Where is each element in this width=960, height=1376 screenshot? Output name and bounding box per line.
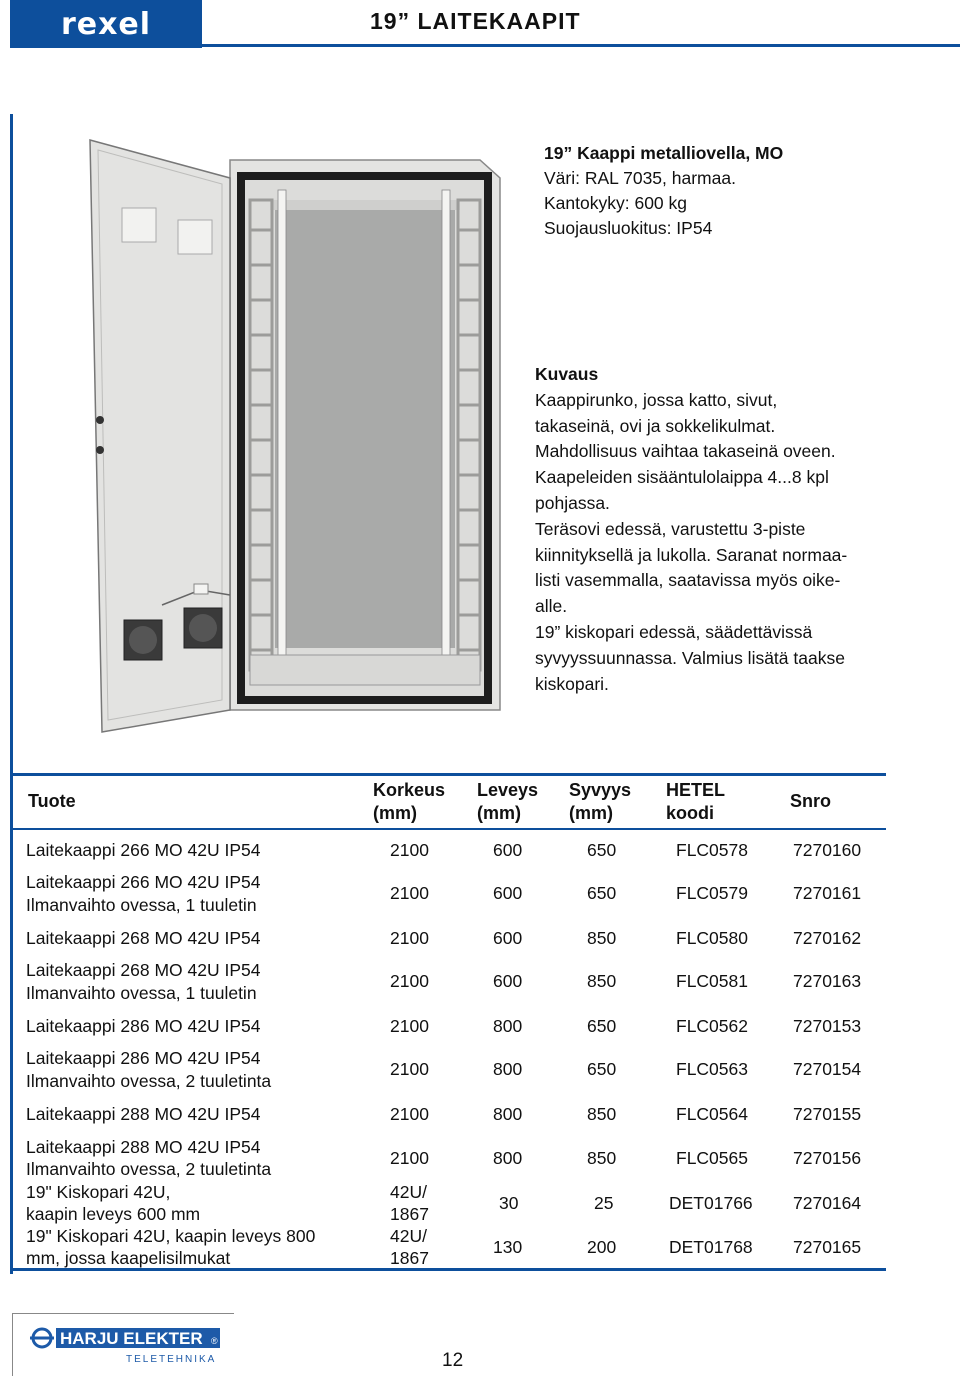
cell-korkeus: 2100 bbox=[390, 1059, 429, 1079]
cell-korkeus: 2100 bbox=[390, 883, 429, 903]
col-header-hetel bbox=[666, 779, 725, 825]
rexel-logo bbox=[10, 0, 202, 48]
product-name: 19” Kaappi metalliovella, MO bbox=[544, 143, 784, 163]
description-line: listi vasemmalla, saatavissa myös oike- bbox=[535, 570, 841, 591]
col-header-korkeus bbox=[373, 779, 445, 825]
cell-snro: 7270156 bbox=[793, 1148, 862, 1168]
cell-leveys: 800 bbox=[493, 1059, 523, 1079]
cell-syvyys: 650 bbox=[587, 840, 617, 860]
cell-hetel: FLC0579 bbox=[676, 883, 748, 903]
product-protection: Suojausluokitus: IP54 bbox=[544, 218, 713, 238]
col-header-syvyys bbox=[569, 779, 631, 825]
cell-tuote-sub: Ilmanvaihto ovessa, 1 tuuletin bbox=[26, 895, 257, 915]
col-header-syvyys-l1: Syvyys bbox=[569, 780, 632, 800]
description-line: Teräsovi edessä, varustettu 3-piste bbox=[535, 518, 806, 539]
cell-leveys: 130 bbox=[493, 1237, 523, 1257]
description-line: 19” kiskopari edessä, säädettävissä bbox=[535, 621, 813, 642]
description-line: Kaapeleiden sisääntulolaippa 4...8 kpl bbox=[535, 467, 829, 488]
cell-syvyys: 850 bbox=[587, 1104, 617, 1124]
cell-syvyys: 650 bbox=[587, 883, 617, 903]
cell-hetel: FLC0562 bbox=[676, 1016, 748, 1036]
cell-korkeus: 42U/ bbox=[390, 1182, 427, 1202]
cell-leveys: 600 bbox=[493, 971, 523, 991]
cell-korkeus: 2100 bbox=[390, 971, 429, 991]
cell-leveys: 800 bbox=[493, 1104, 523, 1124]
cell-korkeus: 42U/ bbox=[390, 1226, 427, 1246]
col-header-syvyys-l2: (mm) bbox=[569, 803, 613, 823]
cell-snro: 7270153 bbox=[793, 1016, 862, 1036]
description-line: alle. bbox=[535, 596, 568, 617]
col-header-leveys-l2: (mm) bbox=[477, 803, 521, 823]
cell-tuote: Laitekaappi 288 MO 42U IP54 bbox=[26, 1137, 261, 1157]
cell-tuote-sub: kaapin leveys 600 mm bbox=[26, 1204, 201, 1224]
cell-tuote: Laitekaappi 268 MO 42U IP54 bbox=[26, 960, 261, 980]
description-line: syvyyssuunnassa. Valmius lisätä taakse bbox=[535, 647, 845, 668]
cell-hetel: FLC0578 bbox=[676, 840, 748, 860]
col-header-korkeus-l1: Korkeus bbox=[373, 780, 446, 800]
cell-snro: 7270160 bbox=[793, 840, 862, 860]
cell-leveys: 600 bbox=[493, 928, 523, 948]
description-heading: Kuvaus bbox=[535, 364, 599, 384]
footer-vertical-rule bbox=[12, 1313, 13, 1376]
cell-syvyys: 650 bbox=[587, 1016, 617, 1036]
cell-korkeus-sub: 1867 bbox=[390, 1204, 429, 1224]
header-divider bbox=[202, 44, 960, 47]
spec-block bbox=[544, 141, 783, 241]
cell-tuote: Laitekaappi 286 MO 42U IP54 bbox=[26, 1016, 261, 1036]
cell-korkeus-sub: 1867 bbox=[390, 1248, 429, 1268]
cell-leveys: 800 bbox=[493, 1016, 523, 1036]
cell-hetel: FLC0565 bbox=[676, 1148, 748, 1168]
table-top-rule bbox=[13, 773, 886, 776]
table-bottom-rule bbox=[13, 1268, 886, 1271]
description-line: kiinnityksellä ja lukolla. Saranat normaa- bbox=[535, 544, 848, 565]
product-color: Väri: RAL 7035, harmaa. bbox=[544, 168, 736, 188]
description-line: Kaappirunko, jossa katto, sivut, bbox=[535, 389, 778, 410]
cell-hetel: FLC0581 bbox=[676, 971, 748, 991]
cell-leveys: 800 bbox=[493, 1148, 523, 1168]
page-number: 12 bbox=[442, 1350, 464, 1371]
cell-tuote-sub: Ilmanvaihto ovessa, 2 tuuletinta bbox=[26, 1071, 272, 1091]
page-title: 19” LAITEKAAPIT bbox=[370, 8, 581, 34]
description-line: kiskopari. bbox=[535, 673, 609, 694]
cell-korkeus: 2100 bbox=[390, 1148, 429, 1168]
cell-snro: 7270161 bbox=[793, 883, 862, 903]
cell-hetel: FLC0563 bbox=[676, 1059, 748, 1079]
description-block bbox=[535, 362, 935, 697]
product-capacity: Kantokyky: 600 kg bbox=[544, 193, 687, 213]
cell-leveys: 600 bbox=[493, 883, 523, 903]
harju-elekter-logo bbox=[30, 1322, 222, 1368]
col-header-snro: Snro bbox=[790, 791, 832, 811]
table-header-rule bbox=[13, 828, 886, 830]
cell-tuote: Laitekaappi 268 MO 42U IP54 bbox=[26, 928, 261, 948]
col-header-tuote: Tuote bbox=[28, 791, 76, 811]
cell-tuote: Laitekaappi 286 MO 42U IP54 bbox=[26, 1048, 261, 1068]
harju-logo-mark bbox=[30, 1329, 54, 1347]
description-line: Mahdollisuus vaihtaa takaseinä oveen. bbox=[535, 441, 836, 462]
cell-syvyys: 850 bbox=[587, 928, 617, 948]
cell-korkeus: 2100 bbox=[390, 840, 429, 860]
footer-rule bbox=[12, 1313, 234, 1314]
col-header-hetel-l1: HETEL bbox=[666, 780, 726, 800]
cell-syvyys: 850 bbox=[587, 971, 617, 991]
cell-syvyys: 650 bbox=[587, 1059, 617, 1079]
cell-tuote: 19" Kiskopari 42U, kaapin leveys 800 bbox=[26, 1226, 316, 1246]
cell-korkeus: 2100 bbox=[390, 928, 429, 948]
col-header-korkeus-l2: (mm) bbox=[373, 803, 417, 823]
cabinet-image bbox=[80, 120, 505, 740]
cell-hetel: FLC0580 bbox=[676, 928, 748, 948]
description-line: takaseinä, ovi ja sokkelikulmat. bbox=[535, 415, 776, 436]
cell-hetel: DET01768 bbox=[669, 1237, 753, 1257]
cell-hetel: FLC0564 bbox=[676, 1104, 748, 1124]
description-line: pohjassa. bbox=[535, 492, 610, 513]
col-header-leveys bbox=[477, 779, 538, 825]
cell-leveys: 600 bbox=[493, 840, 523, 860]
cell-tuote-sub: Ilmanvaihto ovessa, 2 tuuletinta bbox=[26, 1159, 272, 1179]
cell-tuote-sub: Ilmanvaihto ovessa, 1 tuuletin bbox=[26, 983, 257, 1003]
cell-snro: 7270155 bbox=[793, 1104, 862, 1124]
cell-snro: 7270164 bbox=[793, 1193, 862, 1213]
cell-syvyys: 850 bbox=[587, 1148, 617, 1168]
cell-korkeus: 2100 bbox=[390, 1104, 429, 1124]
harju-division: TELETEHNIKA bbox=[126, 1354, 217, 1365]
cell-tuote: Laitekaappi 266 MO 42U IP54 bbox=[26, 872, 261, 892]
col-header-hetel-l2: koodi bbox=[666, 803, 714, 823]
cell-tuote: 19" Kiskopari 42U, bbox=[26, 1182, 171, 1202]
harju-company-name: HARJU ELEKTER bbox=[60, 1329, 203, 1348]
cell-syvyys: 200 bbox=[587, 1237, 617, 1257]
cell-snro: 7270154 bbox=[793, 1059, 862, 1079]
cell-leveys: 30 bbox=[499, 1193, 519, 1213]
cell-snro: 7270165 bbox=[793, 1237, 862, 1257]
rexel-logo-text: rexel bbox=[60, 6, 152, 42]
cell-tuote: Laitekaappi 266 MO 42U IP54 bbox=[26, 840, 261, 860]
cell-snro: 7270163 bbox=[793, 971, 862, 991]
registered-mark: ® bbox=[211, 1336, 218, 1346]
cell-hetel: DET01766 bbox=[669, 1193, 753, 1213]
left-accent-bar bbox=[10, 114, 13, 1274]
col-header-leveys-l1: Leveys bbox=[477, 780, 539, 800]
cell-tuote-sub: mm, jossa kaapelisilmukat bbox=[26, 1248, 231, 1268]
cell-tuote: Laitekaappi 288 MO 42U IP54 bbox=[26, 1104, 261, 1124]
cell-syvyys: 25 bbox=[594, 1193, 614, 1213]
cell-snro: 7270162 bbox=[793, 928, 862, 948]
cell-korkeus: 2100 bbox=[390, 1016, 429, 1036]
